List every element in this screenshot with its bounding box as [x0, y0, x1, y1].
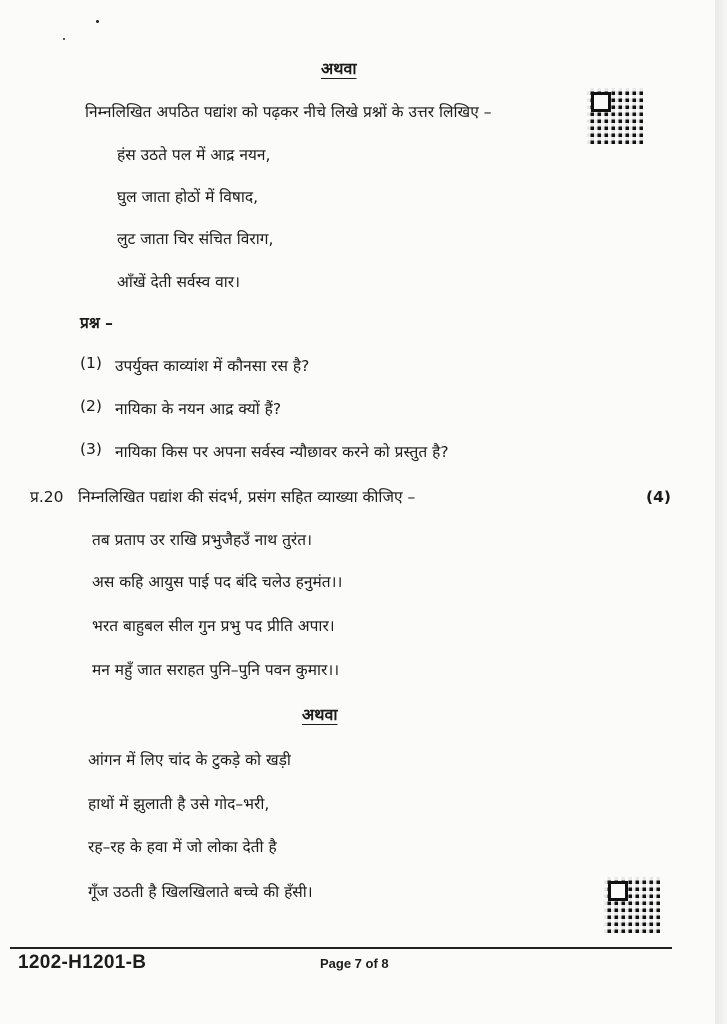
page-edge-shadow: [715, 0, 727, 1024]
footer-divider: [10, 947, 672, 949]
section1-verse-line: आँखें देती सर्वस्व वार।: [117, 273, 240, 291]
question-text: नायिका किस पर अपना सर्वस्व न्यौछावर करने को प्रस्तुत है?: [115, 443, 449, 461]
q20-instruction: निम्नलिखित पद्यांश की संदर्भ, प्रसंग सहित व्याख्या कीजिए –: [78, 488, 416, 506]
question-text: नायिका के नयन आद्र क्यों हैं?: [115, 400, 282, 418]
paper-code: 1202-H1201-B: [18, 952, 147, 973]
section2-verse-line: गूँज उठती है खिलखिलाते बच्चे की हँसी।: [88, 883, 313, 901]
section2-verse-line: आंगन में लिए चांद के टुकड़े को खड़ी: [88, 751, 291, 769]
question-number: (2): [80, 397, 102, 415]
speck-mark: [96, 20, 99, 23]
section1-instruction: निम्नलिखित अपठित पद्यांश को पढ़कर नीचे लिखे प्रश्नों के उत्तर लिखिए –: [85, 103, 492, 121]
section2-heading: अथवा: [302, 705, 338, 724]
q20-marks: (4): [646, 488, 671, 506]
q20-verse-line: मन महुँ जात सराहत पुनि–पुनि पवन कुमार।।: [92, 661, 340, 679]
q20-label: प्र.20: [30, 488, 64, 506]
question-number: (3): [80, 440, 102, 458]
qr-code-top: [587, 88, 643, 144]
questions-label: प्रश्न –: [80, 314, 113, 332]
section1-verse-line: घुल जाता होठों में विषाद,: [117, 188, 259, 206]
section1-verse-line: लुट जाता चिर संचित विराग,: [117, 230, 274, 248]
section2-verse-line: रह–रह के हवा में जो लोका देती है: [88, 838, 277, 856]
page-number: Page 7 of 8: [320, 956, 389, 971]
qr-code-bottom: [604, 877, 660, 933]
section1-heading: अथवा: [321, 59, 357, 78]
question-number: (1): [80, 354, 102, 372]
q20-verse-line: अस कहि आयुस पाई पद बंदि चलेउ हनुमंत।।: [92, 573, 343, 591]
section1-verse-line: हंस उठते पल में आद्र नयन,: [117, 146, 271, 164]
speck-mark: [63, 38, 65, 40]
q20-verse-line: तब प्रताप उर राखि प्रभुजैहउँ नाथ तुरंत।: [92, 531, 312, 549]
question-text: उपर्युक्त काव्यांश में कौनसा रस है?: [115, 357, 310, 375]
q20-verse-line: भरत बाहुबल सील गुन प्रभु पद प्रीति अपार।: [92, 617, 335, 635]
section2-verse-line: हाथों में झुलाती है उसे गोद–भरी,: [88, 795, 270, 813]
